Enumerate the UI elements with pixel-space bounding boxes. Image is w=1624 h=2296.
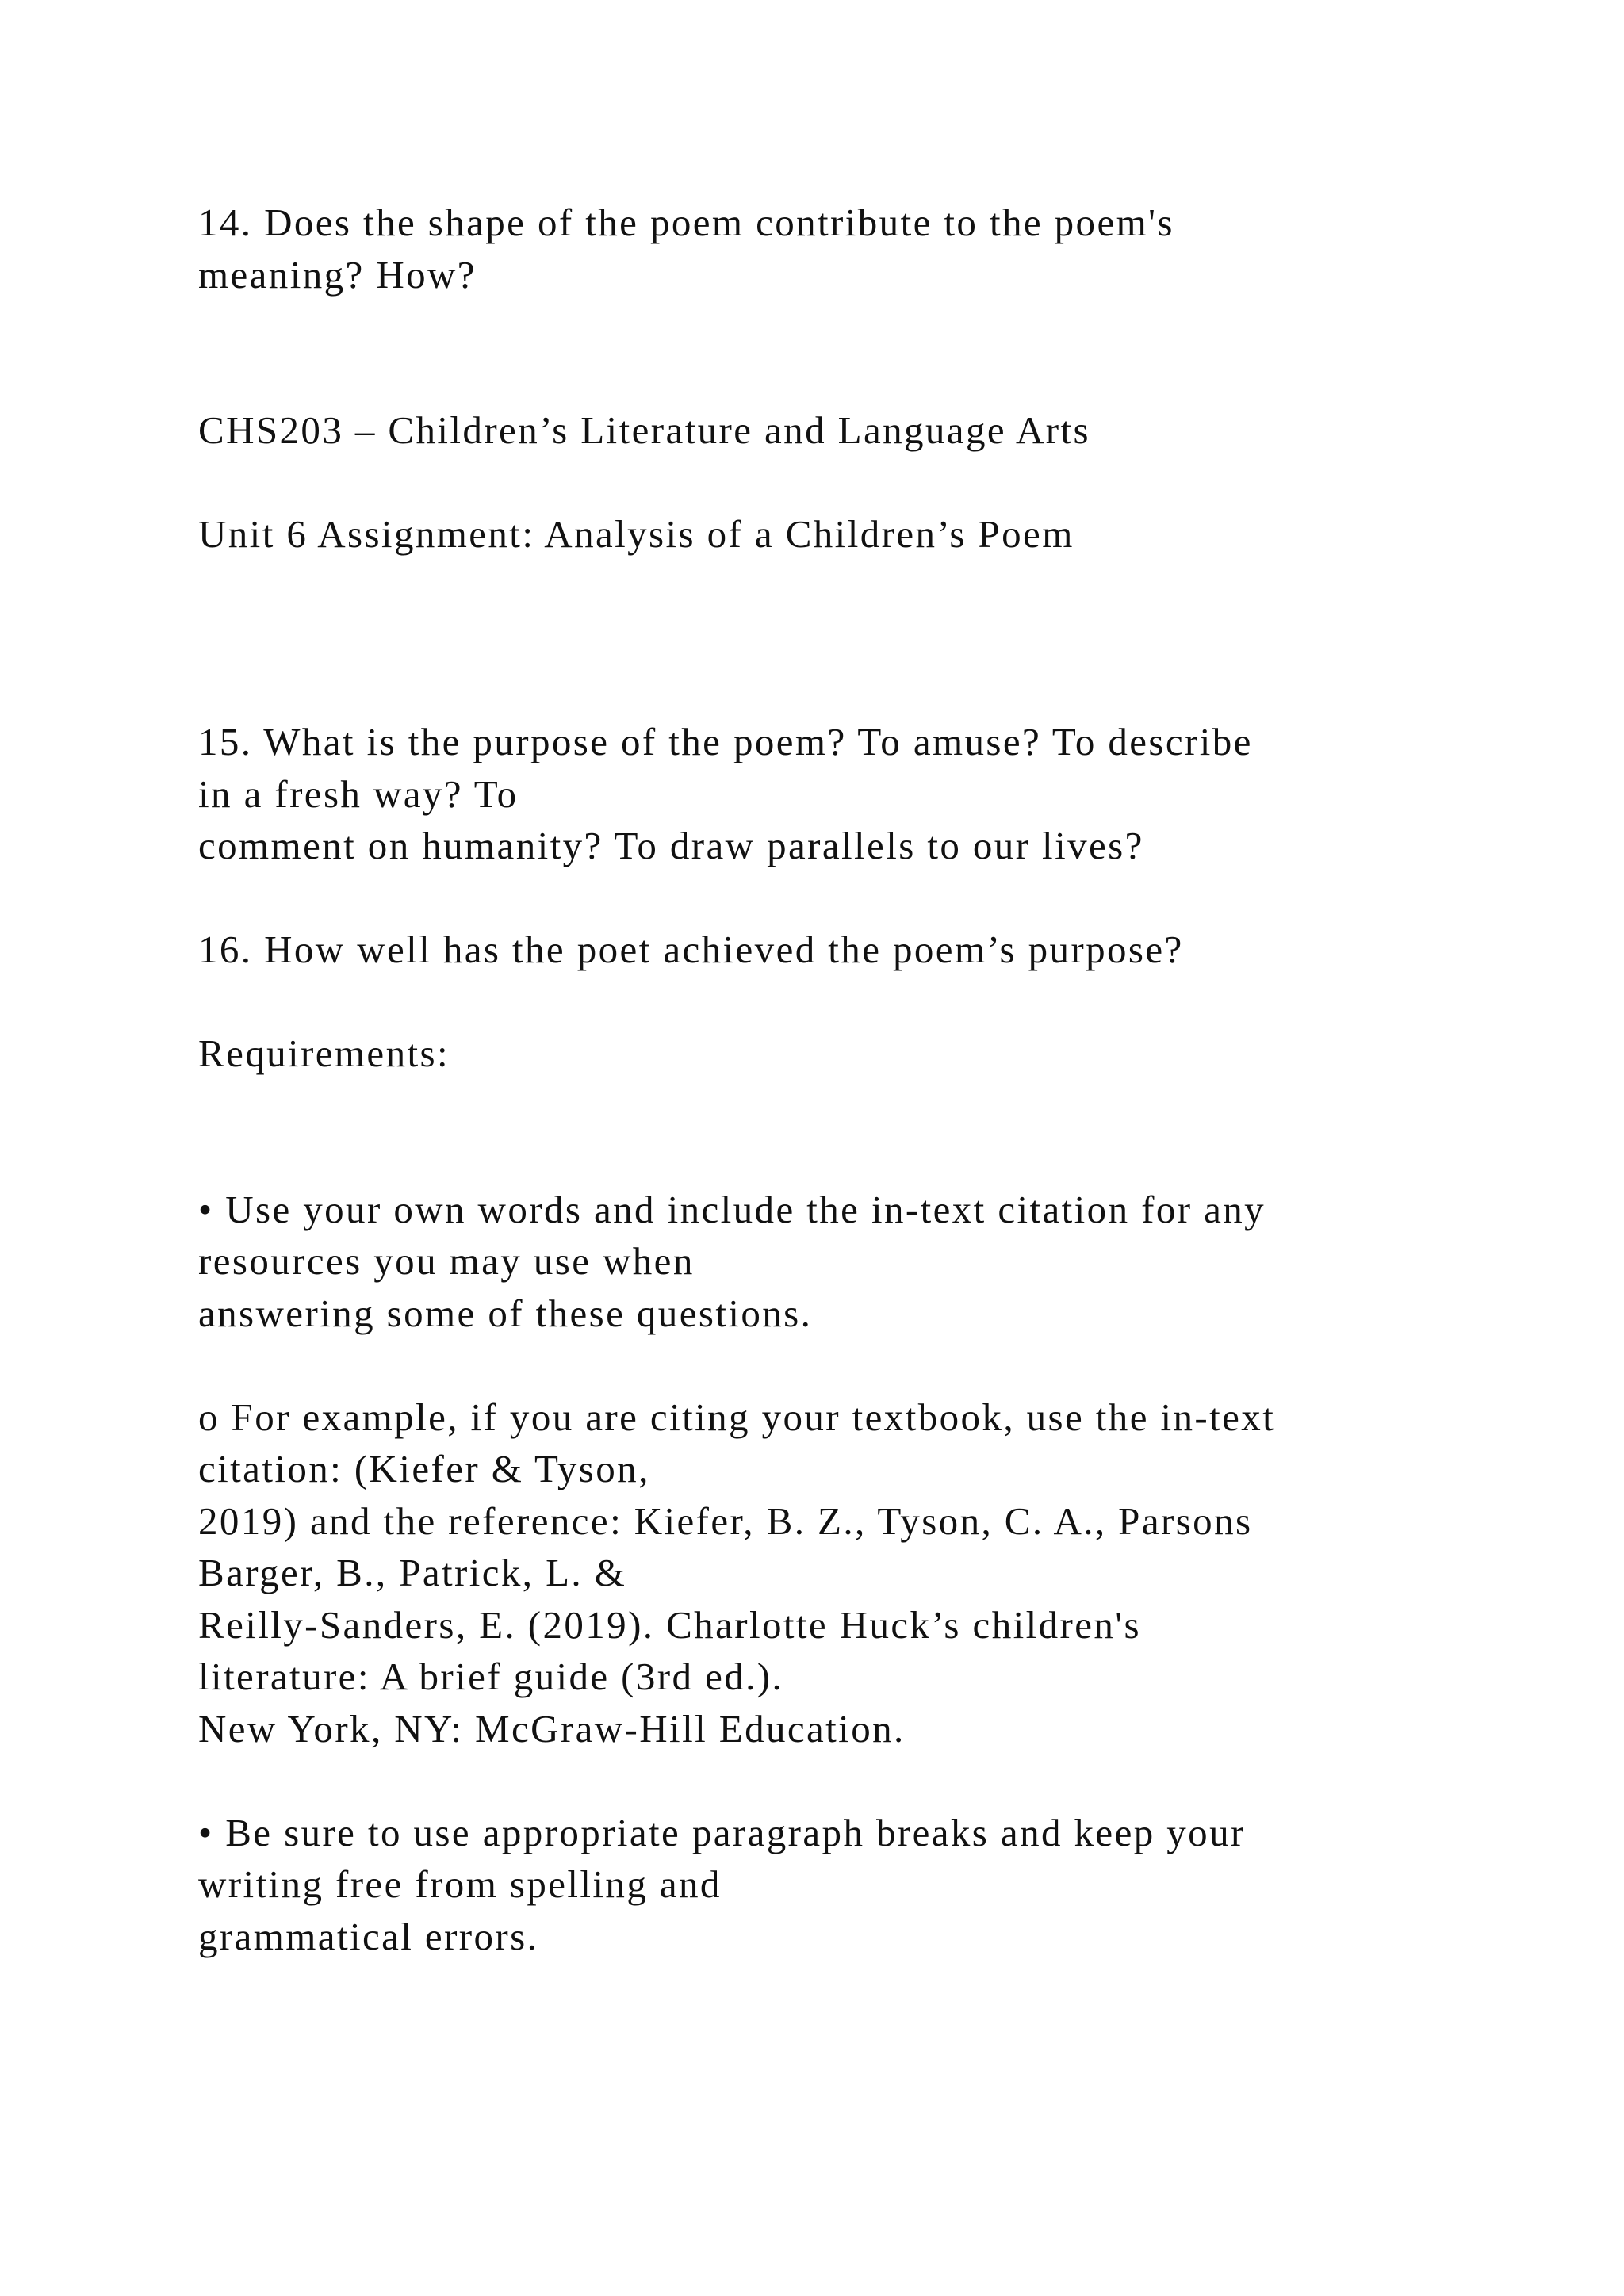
spacer [198,300,1546,353]
spacer [198,353,1546,405]
spacer [198,561,1546,613]
sub-bullet-line-5: Reilly-Sanders, E. (2019). Charlotte Huck’s children's [198,1602,1141,1647]
question-15-line-3: comment on humanity? To draw parallels to our lives? [198,824,1144,867]
document-body [198,197,1546,1962]
question-16 [198,924,1546,976]
question-14-line-1: 14. Does the shape of the poem contribute to the poem's [198,201,1174,244]
question-15-line-2: in a fresh way? To [198,771,519,816]
question-15 [198,716,1546,872]
requirement-bullet-2 [198,1807,1546,1963]
requirement-bullet-1-line-1: • Use your own words and include the in-text citation for any [198,1187,1266,1231]
requirement-bullet-1 [198,1184,1546,1340]
sub-bullet-line-4: Barger, B., Patrick, L. & [198,1551,627,1594]
question-16-line-1: 16. How well has the poet achieved the poem’s purpose? [198,928,1184,971]
requirement-bullet-2-line-2: writing free from spelling and [198,1862,722,1906]
spacer [198,612,1546,664]
spacer [198,872,1546,924]
question-14 [198,197,1546,300]
spacer [198,1755,1546,1807]
requirements-heading: Requirements: [198,1031,450,1075]
sub-bullet-line-6: literature: A brief guide (3rd ed.). [198,1655,784,1698]
sub-bullet-line-3: 2019) and the reference: Kiefer, B. Z., Tyson, C. A., Parsons [198,1498,1253,1543]
requirement-bullet-2-line-3: grammatical errors. [198,1914,539,1958]
spacer [198,1339,1546,1391]
sub-bullet-line-7: New York, NY: McGraw-Hill Education. [198,1706,906,1751]
requirement-bullet-1-line-2: resources you may use when [198,1239,695,1283]
spacer [198,457,1546,509]
sub-bullet-line-1: o For example, if you are citing your textbook, use the in-text [198,1395,1276,1439]
question-15-line-1: 15. What is the purpose of the poem? To amuse? To describe [198,720,1253,763]
requirement-sub-bullet-1 [198,1391,1546,1755]
course-title: CHS203 – Children’s Literature and Language Arts [198,408,1090,452]
spacer [198,976,1546,1028]
sub-bullet-line-2: citation: (Kiefer & Tyson, [198,1447,650,1490]
question-14-line-2: meaning? How? [198,252,477,297]
spacer [198,1131,1546,1184]
spacer [198,1080,1546,1132]
requirement-bullet-1-line-3: answering some of these questions. [198,1291,813,1335]
spacer [198,664,1546,717]
requirement-bullet-2-line-1: • Be sure to use appropriate paragraph breaks and keep your [198,1810,1246,1854]
assignment-title: Unit 6 Assignment: Analysis of a Children’s Poem [198,512,1074,556]
